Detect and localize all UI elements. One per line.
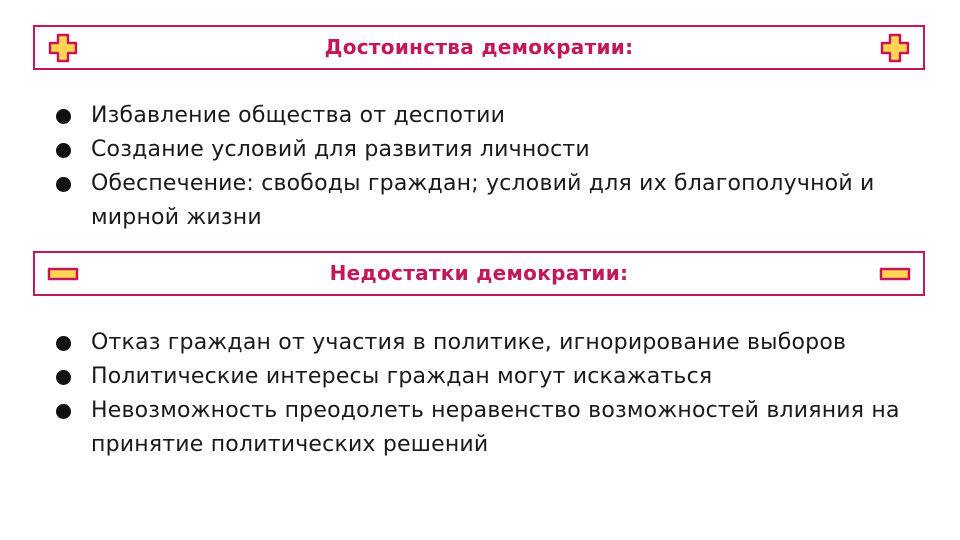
bullet-icon xyxy=(56,177,71,192)
disadvantages-title: Недостатки демократии: xyxy=(329,261,629,285)
list-item xyxy=(52,360,922,394)
list-item-text: Невозможность преодолеть неравенство возможностей влияния на принятие политических решений xyxy=(91,398,900,457)
list-item xyxy=(52,326,922,360)
bullet-icon xyxy=(56,109,71,124)
plus-icon xyxy=(879,32,911,64)
list-item xyxy=(52,394,922,462)
disadvantages-header xyxy=(33,251,925,296)
minus-icon xyxy=(879,258,911,290)
list-item-text: Политические интересы граждан могут искажаться xyxy=(91,364,713,389)
list-item-text: Избавление общества от деспотии xyxy=(91,103,506,128)
list-item-text: Обеспечение: свободы граждан; условий для их благополучной и мирной жизни xyxy=(91,171,875,230)
list-item xyxy=(52,167,922,235)
list-item xyxy=(52,99,922,133)
advantages-header xyxy=(33,25,925,70)
list-item-text: Создание условий для развития личности xyxy=(91,137,590,162)
bullet-icon xyxy=(56,143,71,158)
list-item xyxy=(52,133,922,167)
list-item-text: Отказ граждан от участия в политике, игнорирование выборов xyxy=(91,330,847,355)
advantages-list xyxy=(52,99,922,235)
bullet-icon xyxy=(56,404,71,419)
bullet-icon xyxy=(56,336,71,351)
advantages-title: Достоинства демократии: xyxy=(324,35,634,59)
disadvantages-list xyxy=(52,326,922,462)
bullet-icon xyxy=(56,370,71,385)
